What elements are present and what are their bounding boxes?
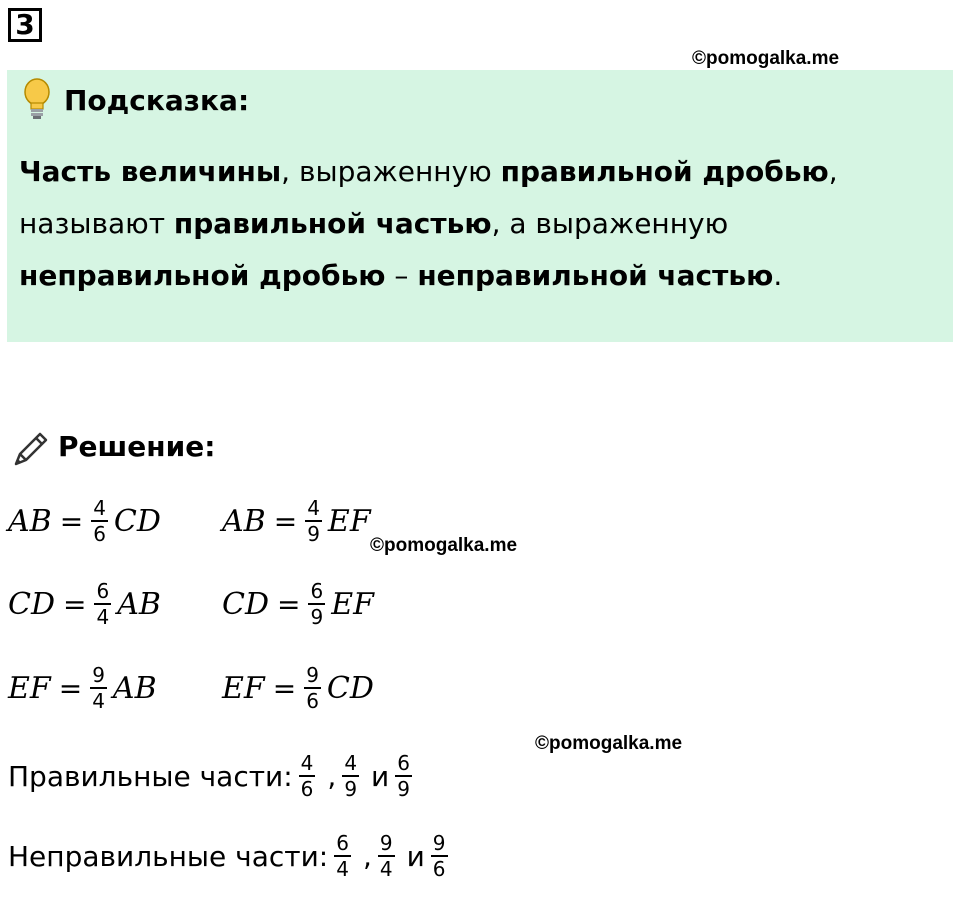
fraction-denominator: 4	[379, 857, 393, 881]
equals-sign: =	[58, 671, 83, 705]
fraction-denominator: 4	[92, 689, 105, 713]
fraction-denominator: 6	[300, 777, 314, 801]
fraction-numerator: 9	[432, 831, 446, 855]
fraction	[299, 752, 316, 800]
equation-lhs: AB	[222, 503, 266, 539]
fraction	[90, 664, 107, 712]
fraction-denominator: 9	[310, 605, 324, 629]
fraction-denominator: 9	[344, 777, 358, 801]
improper-parts-answer	[8, 832, 454, 880]
hint-text-run: , называют	[19, 155, 838, 240]
fraction	[342, 752, 359, 800]
task-number: 3	[8, 8, 42, 42]
equation-rhs: AB	[117, 586, 161, 622]
fraction-denominator: 6	[432, 857, 446, 881]
fraction-numerator: 4	[307, 496, 320, 520]
watermark: ©pomogalka.me	[535, 733, 683, 754]
fraction-denominator: 4	[96, 605, 110, 629]
answer-label: Неправильные части:	[8, 839, 329, 873]
hint-text-run: Часть величины	[19, 155, 282, 188]
fraction	[305, 497, 322, 545]
equation	[8, 580, 161, 628]
hint-text-run: –	[385, 259, 418, 292]
fraction	[91, 497, 108, 545]
watermark: ©pomogalka.me	[692, 48, 840, 69]
hint-text	[19, 146, 939, 302]
equation-rhs: EF	[331, 586, 374, 622]
equation-rhs: CD	[113, 503, 161, 539]
equation-lhs: CD	[8, 586, 56, 622]
fraction-numerator: 6	[397, 751, 410, 775]
equation	[222, 497, 371, 545]
hint-title: Подсказка:	[64, 84, 250, 117]
answer-label: Правильные части:	[8, 759, 293, 793]
hint-text-run: , выраженную	[281, 155, 501, 188]
fraction	[304, 664, 321, 712]
answer-separator: и	[371, 759, 390, 793]
pencil-icon	[10, 428, 52, 470]
fraction-denominator: 9	[307, 522, 320, 546]
equation-lhs: AB	[8, 503, 52, 539]
fraction	[308, 580, 325, 628]
equation-lhs: EF	[8, 670, 51, 706]
fraction-numerator: 4	[344, 751, 358, 775]
equation	[222, 580, 374, 628]
fraction	[94, 580, 111, 628]
answer-separator: ,	[327, 759, 337, 793]
fraction-denominator: 6	[93, 522, 106, 546]
fraction-numerator: 6	[336, 831, 349, 855]
fraction-denominator: 9	[397, 777, 410, 801]
equation	[8, 664, 157, 712]
fraction-numerator: 6	[96, 579, 110, 603]
answer-separator: и	[406, 839, 425, 873]
watermark: ©pomogalka.me	[370, 535, 518, 556]
fraction-denominator: 6	[306, 689, 319, 713]
hint-text-run: неправильной частью	[417, 259, 774, 292]
answer-separator: ,	[362, 839, 372, 873]
equals-sign: =	[273, 504, 298, 538]
equation-lhs: EF	[222, 670, 265, 706]
equals-sign: =	[63, 587, 87, 621]
equation-lhs: CD	[222, 586, 270, 622]
equals-sign: =	[277, 587, 301, 621]
fraction-numerator: 6	[310, 579, 324, 603]
equation	[8, 497, 161, 545]
fraction	[334, 832, 351, 880]
fraction-numerator: 4	[93, 496, 106, 520]
hint-text-run: .	[773, 259, 783, 292]
hint-text-run: правильной дробью	[500, 155, 829, 188]
fraction-denominator: 4	[336, 857, 349, 881]
fraction	[395, 752, 412, 800]
equals-sign: =	[272, 671, 297, 705]
fraction-numerator: 9	[92, 663, 105, 687]
fraction	[431, 832, 448, 880]
equation-rhs: CD	[326, 670, 374, 706]
equals-sign: =	[59, 504, 84, 538]
proper-parts-answer	[8, 752, 418, 800]
lightbulb-icon	[22, 78, 52, 120]
equation-rhs: AB	[112, 670, 157, 706]
fraction	[378, 832, 395, 880]
equation-rhs: EF	[327, 503, 371, 539]
fraction-numerator: 9	[379, 831, 393, 855]
equation	[222, 664, 374, 712]
hint-text-run: правильной частью	[173, 207, 492, 240]
fraction-numerator: 4	[300, 751, 314, 775]
fraction-numerator: 9	[306, 663, 319, 687]
hint-text-run: неправильной дробью	[19, 259, 386, 292]
solution-title: Решение:	[58, 430, 216, 463]
hint-text-run: , а выраженную	[491, 207, 729, 240]
